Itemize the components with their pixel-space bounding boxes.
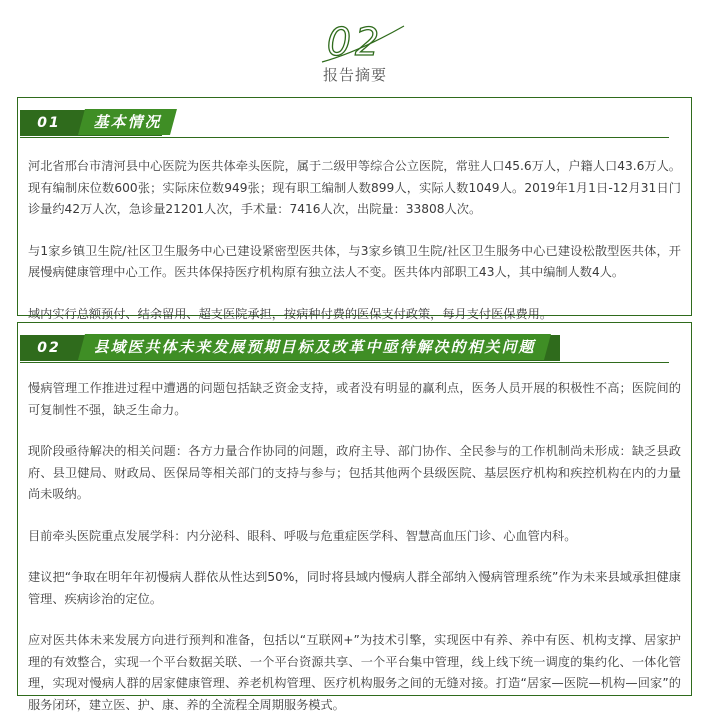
paragraph: 域内实行总额预付、结余留用、超支医院承担，按病种付费的医保支付政策，每月支付医保费用。 bbox=[28, 306, 553, 321]
paragraph: 现阶段亟待解决的相关问题：各方力量合作协同的问题，政府主导、部门协作、全民参与的工作机制尚未形成：缺乏县政府、县卫健局、财政局、医保局等相关部门的支持与参与；包括其他两个县级医院、基层医疗机构和疾控机构在内的力量尚未吸纳。 bbox=[28, 444, 681, 501]
paragraph: 应对医共体未来发展方向进行预判和准备，包括以“互联网+”为技术引擎，实现医中有养、养中有医、机构支撑、居家护理的有效整合，实现一个平台数据关联、一个平台资源共享、一个平台集中管理，线上线下统一调度的集约化、一体化管理，实现对慢病人群的居家健康管理、养老机构管理、医疗机构服务之间的无缝对接。打造“居家—医院—机构—回家”的服务闭环，建立医、护、康、养的全流程全周期服务模式。 bbox=[28, 633, 681, 712]
paragraph: 建议把“争取在明年年初慢病人群依从性达到50%，同时将县域内慢病人群全部纳入慢病管理系统”作为未来县域承担健康管理、疾病诊治的定位。 bbox=[28, 570, 681, 606]
divider-line bbox=[20, 137, 669, 138]
section-tag bbox=[20, 335, 560, 361]
section-title: 县域医共体未来发展预期目标及改革中亟待解决的相关问题 bbox=[93, 338, 536, 356]
paragraph: 河北省邢台市清河县中心医院为医共体牵头医院，属于二级甲等综合公立医院，常驻人口45.6万人，户籍人口43.6万人。现有编制床位数600张；实际床位数949张；现有职工编制人数899人，实际人数1049人。2019年1月1日-12月31日门诊量约42万人次，急诊量21201人次，手术量：7416人次，出院量：33808人次。 bbox=[28, 159, 681, 216]
section-tag-number: 01 bbox=[37, 115, 61, 131]
paragraph: 目前牵头医院重点发展学科：内分泌科、眼科、呼吸与危重症医学科、智慧高血压门诊、心血管内科。 bbox=[28, 528, 577, 543]
paragraph: 慢病管理工作推进过程中遭遇的问题包括缺乏资金支持，或者没有明显的赢利点，医务人员开展的积极性不高；医院间的可复制性不强，缺乏生命力。 bbox=[28, 381, 681, 417]
section-body bbox=[28, 378, 681, 716]
section-tag-label bbox=[78, 334, 551, 360]
section-card-goals-issues bbox=[17, 322, 692, 712]
section-card-basic-info bbox=[17, 97, 692, 321]
report-header bbox=[0, 0, 710, 95]
divider-line bbox=[20, 362, 669, 363]
section-number: 02 bbox=[326, 20, 384, 64]
section-body bbox=[28, 156, 681, 325]
section-tag-number: 02 bbox=[37, 340, 61, 356]
section-title: 基本情况 bbox=[93, 113, 162, 131]
paragraph: 与1家乡镇卫生院/社区卫生服务中心已建设紧密型医共体，与3家乡镇卫生院/社区卫生服务中心已建设松散型医共体，开展慢病健康管理中心工作。医共体保持医疗机构原有独立法人不变。医共体内部职工43人，其中编制人数4人。 bbox=[28, 243, 681, 279]
section-tag bbox=[20, 110, 162, 136]
page-title: 报告摘要 bbox=[322, 66, 387, 84]
section-tag-label bbox=[78, 109, 177, 135]
